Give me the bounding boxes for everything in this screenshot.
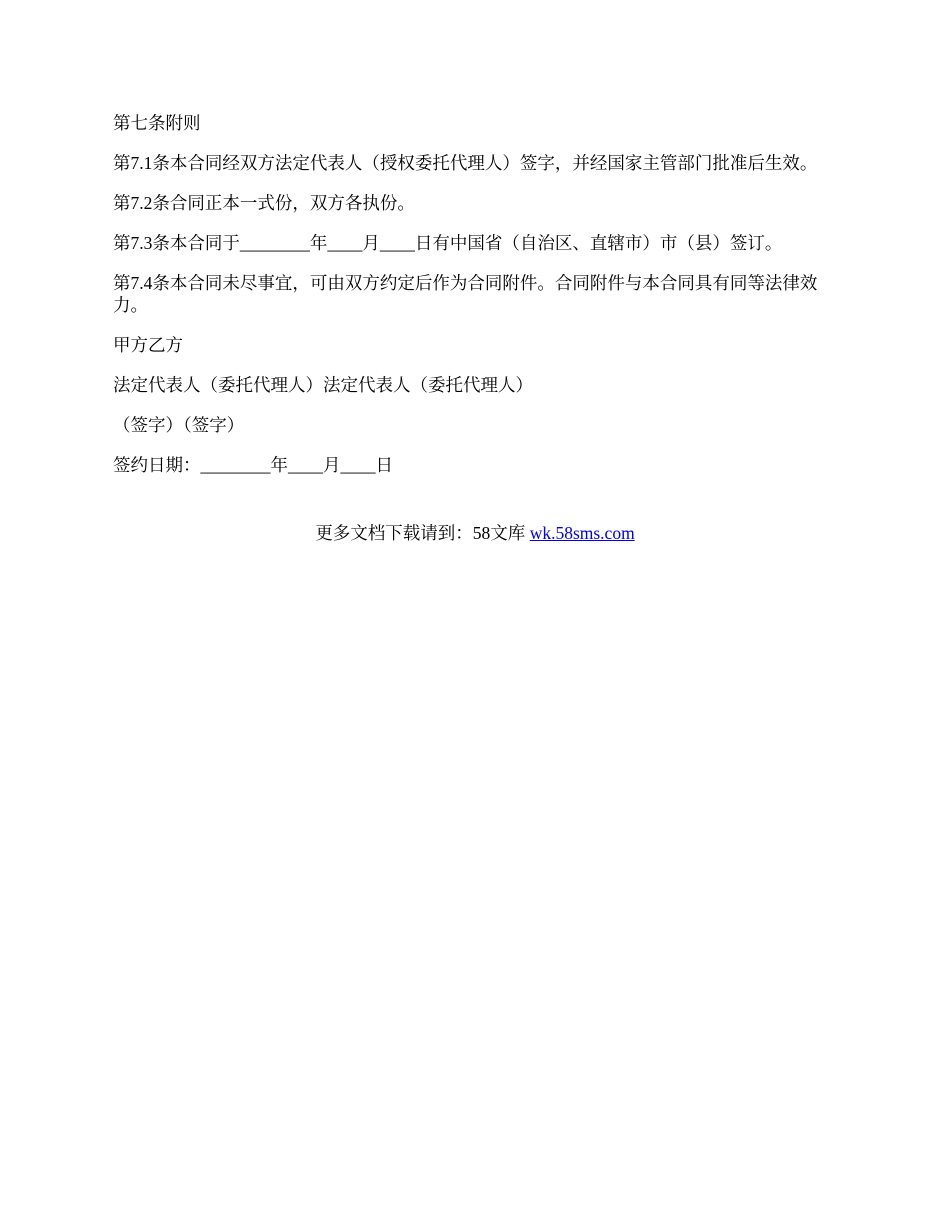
document-body xyxy=(113,112,837,494)
clause-7-1: 第7.1条本合同经双方法定代表人（授权委托代理人）签字，并经国家主管部门批准后生效。 xyxy=(113,153,818,173)
clause-7-4: 第7.4条本合同未尽事宜，可由双方约定后作为合同附件。合同附件与本合同具有同等法律效力。 xyxy=(113,273,818,315)
representatives-line: 法定代表人（委托代理人）法定代表人（委托代理人） xyxy=(113,375,533,395)
footer-prefix: 更多文档下载请到：58文库 xyxy=(315,523,526,543)
signature-line: （签字）（签字） xyxy=(113,415,245,435)
clause-7-3: 第7.3条本合同于________年____月____日有中国省（自治区、直辖市）市（县）签订。 xyxy=(113,233,783,253)
signing-date-line: 签约日期：________年____月____日 xyxy=(113,455,393,475)
footer-link[interactable]: wk.58sms.com xyxy=(529,523,635,543)
article-heading: 第七条附则 xyxy=(113,113,201,133)
download-footer xyxy=(0,522,950,544)
parties-line: 甲方乙方 xyxy=(113,335,183,355)
clause-7-2: 第7.2条合同正本一式份，双方各执份。 xyxy=(113,193,415,213)
